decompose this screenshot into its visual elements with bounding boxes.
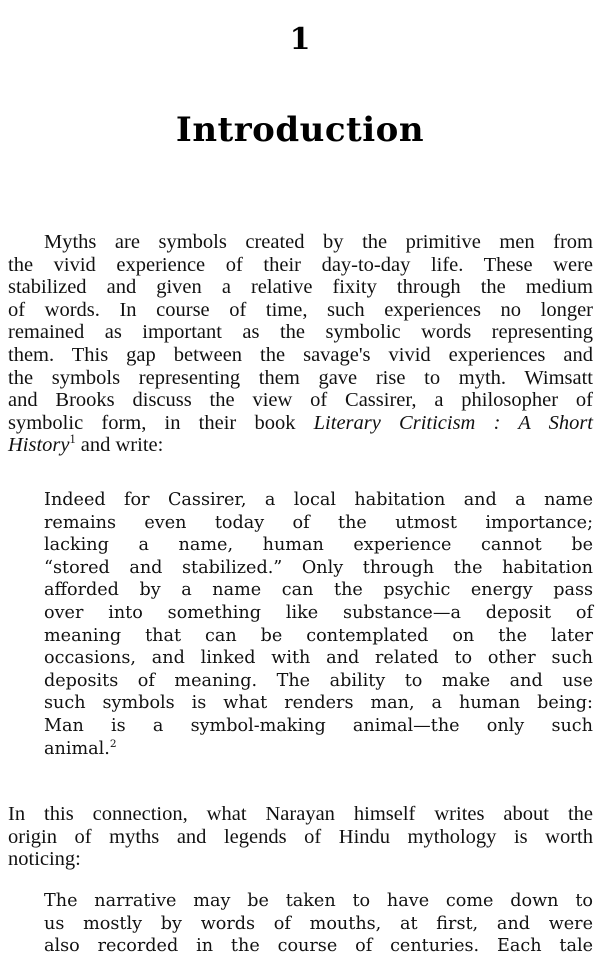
quote-line: deposits of meaning. The ability to make and use xyxy=(44,670,593,691)
quote-line: The narrative may be taken to have come down to xyxy=(44,891,593,911)
quote-line xyxy=(44,738,593,761)
footnote-ref-2[interactable]: 2 xyxy=(109,737,117,750)
text-run: animal. xyxy=(44,738,110,759)
text-line: stabilized and given a relative fixity through the medium xyxy=(8,276,593,299)
quote-line: over into something like substance—a deposit of xyxy=(44,602,593,623)
quote-line: occasions, and linked with and related to other such xyxy=(44,648,593,669)
quote-line: “stored and stabilized.” Only through the habitation xyxy=(44,557,593,578)
text-run: symbolic form, in their book xyxy=(8,411,314,434)
book-title-cont: History xyxy=(8,434,70,457)
chapter-number: 1 xyxy=(289,22,311,57)
paragraph-narayan xyxy=(8,803,593,871)
quote-line: Indeed for Cassirer, a local habitation and a name xyxy=(44,490,593,510)
book-title: Literary Criticism : A Short xyxy=(313,411,593,434)
text-line: the symbols representing them gave rise to myth. Wimsatt xyxy=(8,366,593,389)
text-line xyxy=(8,434,593,457)
chapter-title: Introduction xyxy=(175,110,425,150)
quote-line: also recorded in the course of centuries. Each tale xyxy=(44,936,593,957)
text-line: remained as important as the symbolic words representing xyxy=(8,321,593,344)
text-line: and Brooks discuss the view of Cassirer, a philosopher of xyxy=(8,389,593,412)
text-line: of words. In course of time, such experiences no longer xyxy=(8,298,593,321)
quote-line: lacking a name, human experience cannot be xyxy=(44,535,593,556)
quote-line: Man is a symbol-making animal—the only such xyxy=(44,715,593,736)
quote-line: meaning that can be contemplated on the later xyxy=(44,625,593,646)
quote-line: remains even today of the utmost importance; xyxy=(44,512,593,533)
footnote-ref-1[interactable]: 1 xyxy=(69,432,76,447)
quote-line: afforded by a name can the psychic energy pass xyxy=(44,580,593,601)
quote-line: us mostly by words of mouths, at first, and were xyxy=(44,913,593,934)
text-line: the vivid experience of their day-to-day life. These were xyxy=(8,253,593,276)
quote-line: such symbols is what renders man, a human being: xyxy=(44,693,593,714)
text-line: origin of myths and legends of Hindu mythology is worth xyxy=(8,825,593,848)
text-run: and write: xyxy=(75,434,164,457)
text-line: them. This gap between the savage's vivid experiences and xyxy=(8,343,593,366)
text-line: noticing: xyxy=(8,848,81,871)
text-line xyxy=(8,412,593,435)
paragraph-intro xyxy=(8,231,593,457)
block-quote-narayan xyxy=(44,890,593,958)
block-quote-cassirer xyxy=(44,489,593,760)
text-line: Myths are symbols created by the primitive men from xyxy=(44,231,593,253)
text-line: In this connection, what Narayan himself writes about the xyxy=(8,803,593,825)
